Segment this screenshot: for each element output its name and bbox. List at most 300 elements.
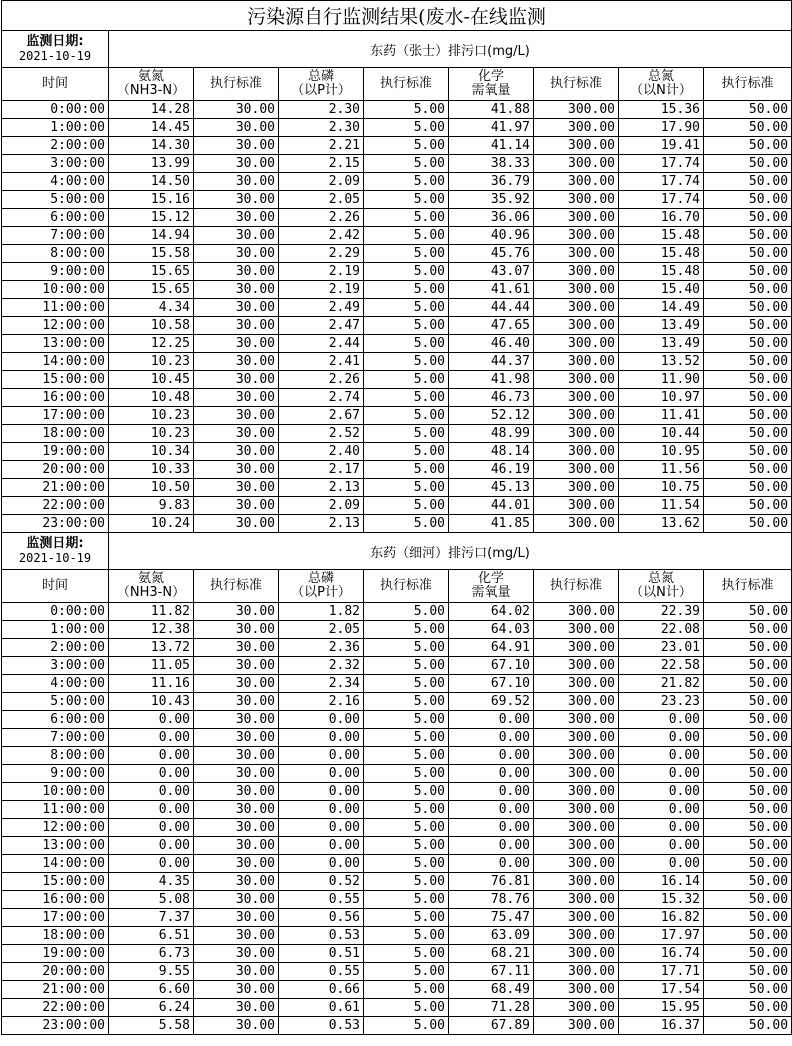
value-cell: 30.00 (194, 425, 279, 443)
value-cell: 13.52 (619, 353, 704, 371)
value-cell: 17.97 (619, 927, 704, 945)
value-cell: 5.00 (364, 245, 449, 263)
time-cell: 15:00:00 (2, 371, 109, 389)
value-cell: 300.00 (534, 603, 619, 621)
table-row (2, 729, 792, 747)
value-cell: 2.26 (279, 209, 364, 227)
value-cell: 300.00 (534, 353, 619, 371)
value-cell: 10.45 (109, 371, 194, 389)
value-cell: 19.41 (619, 137, 704, 155)
time-cell: 20:00:00 (2, 963, 109, 981)
value-cell: 0.00 (449, 837, 534, 855)
section-info-row (2, 533, 792, 570)
value-cell: 50.00 (704, 443, 792, 461)
value-cell: 2.47 (279, 317, 364, 335)
value-cell: 15.48 (619, 245, 704, 263)
value-cell: 11.90 (619, 371, 704, 389)
outlet-name: 东药（细河）排污口(mg/L) (109, 533, 792, 570)
table-row (2, 227, 792, 245)
value-cell: 5.00 (364, 891, 449, 909)
value-cell: 300.00 (534, 155, 619, 173)
time-cell: 6:00:00 (2, 711, 109, 729)
value-cell: 69.52 (449, 693, 534, 711)
time-cell: 4:00:00 (2, 675, 109, 693)
column-header-text: 执行标准 (209, 578, 262, 593)
value-cell: 5.00 (364, 461, 449, 479)
value-cell: 0.00 (619, 783, 704, 801)
value-cell: 15.16 (109, 191, 194, 209)
value-cell: 2.67 (279, 407, 364, 425)
value-cell: 2.15 (279, 155, 364, 173)
table-row (2, 371, 792, 389)
value-cell: 300.00 (534, 693, 619, 711)
value-cell: 14.28 (109, 101, 194, 119)
value-cell: 15.48 (619, 263, 704, 281)
value-cell: 30.00 (194, 461, 279, 479)
table-row (2, 963, 792, 981)
value-cell: 47.65 (449, 317, 534, 335)
value-cell: 5.00 (364, 281, 449, 299)
value-cell: 0.55 (279, 891, 364, 909)
value-cell: 50.00 (704, 425, 792, 443)
value-cell: 30.00 (194, 783, 279, 801)
value-cell: 0.00 (279, 711, 364, 729)
value-cell: 67.10 (449, 657, 534, 675)
value-cell: 0.00 (449, 729, 534, 747)
value-cell: 300.00 (534, 461, 619, 479)
value-cell: 5.00 (364, 963, 449, 981)
value-cell: 300.00 (534, 891, 619, 909)
value-cell: 2.52 (279, 425, 364, 443)
value-cell: 50.00 (704, 245, 792, 263)
table-row (2, 173, 792, 191)
value-cell: 30.00 (194, 209, 279, 227)
value-cell: 6.51 (109, 927, 194, 945)
table-row (2, 675, 792, 693)
table-row (2, 191, 792, 209)
time-cell: 17:00:00 (2, 407, 109, 425)
value-cell: 50.00 (704, 101, 792, 119)
table-row (2, 263, 792, 281)
value-cell: 50.00 (704, 747, 792, 765)
value-cell: 5.00 (364, 747, 449, 765)
value-cell: 11.54 (619, 497, 704, 515)
value-cell: 30.00 (194, 245, 279, 263)
value-cell: 5.00 (364, 909, 449, 927)
value-cell: 50.00 (704, 497, 792, 515)
value-cell: 50.00 (704, 801, 792, 819)
value-cell: 5.00 (364, 981, 449, 999)
time-cell: 21:00:00 (2, 981, 109, 999)
value-cell: 2.49 (279, 299, 364, 317)
value-cell: 5.00 (364, 389, 449, 407)
time-cell: 2:00:00 (2, 639, 109, 657)
column-header-text: 总磷 (307, 69, 334, 84)
value-cell: 0.00 (619, 855, 704, 873)
value-cell: 300.00 (534, 173, 619, 191)
value-cell: 300.00 (534, 1017, 619, 1035)
value-cell: 50.00 (704, 389, 792, 407)
value-cell: 30.00 (194, 353, 279, 371)
table-row (2, 639, 792, 657)
value-cell: 300.00 (534, 873, 619, 891)
time-cell: 12:00:00 (2, 819, 109, 837)
column-header (364, 68, 449, 101)
value-cell: 50.00 (704, 209, 792, 227)
value-cell: 300.00 (534, 783, 619, 801)
time-cell: 22:00:00 (2, 999, 109, 1017)
table-row (2, 999, 792, 1017)
value-cell: 2.09 (279, 173, 364, 191)
value-cell: 50.00 (704, 783, 792, 801)
value-cell: 17.54 (619, 981, 704, 999)
value-cell: 40.96 (449, 227, 534, 245)
value-cell: 300.00 (534, 927, 619, 945)
column-header (364, 570, 449, 603)
value-cell: 50.00 (704, 407, 792, 425)
value-cell: 10.95 (619, 443, 704, 461)
value-cell: 10.44 (619, 425, 704, 443)
table-row (2, 155, 792, 173)
value-cell: 5.00 (364, 693, 449, 711)
value-cell: 0.00 (109, 747, 194, 765)
value-cell: 30.00 (194, 945, 279, 963)
value-cell: 35.92 (449, 191, 534, 209)
value-cell: 300.00 (534, 317, 619, 335)
monitoring-table (1, 0, 792, 1035)
time-cell: 13:00:00 (2, 837, 109, 855)
value-cell: 30.00 (194, 639, 279, 657)
value-cell: 41.61 (449, 281, 534, 299)
value-cell: 0.00 (109, 837, 194, 855)
value-cell: 2.41 (279, 353, 364, 371)
table-row (2, 209, 792, 227)
value-cell: 30.00 (194, 389, 279, 407)
value-cell: 30.00 (194, 711, 279, 729)
value-cell: 71.28 (449, 999, 534, 1017)
value-cell: 300.00 (534, 443, 619, 461)
value-cell: 13.49 (619, 335, 704, 353)
value-cell: 5.00 (364, 639, 449, 657)
value-cell: 63.09 (449, 927, 534, 945)
value-cell: 10.23 (109, 353, 194, 371)
value-cell: 2.30 (279, 101, 364, 119)
value-cell: 300.00 (534, 515, 619, 533)
value-cell: 0.00 (619, 729, 704, 747)
value-cell: 12.38 (109, 621, 194, 639)
value-cell: 10.34 (109, 443, 194, 461)
value-cell: 300.00 (534, 101, 619, 119)
value-cell: 36.79 (449, 173, 534, 191)
value-cell: 50.00 (704, 191, 792, 209)
value-cell: 50.00 (704, 765, 792, 783)
value-cell: 10.23 (109, 425, 194, 443)
value-cell: 0.55 (279, 963, 364, 981)
value-cell: 5.58 (109, 1017, 194, 1035)
value-cell: 0.00 (449, 819, 534, 837)
column-header-text: 总氮 (647, 69, 674, 84)
table-row (2, 981, 792, 999)
value-cell: 50.00 (704, 119, 792, 137)
value-cell: 10.58 (109, 317, 194, 335)
table-row (2, 855, 792, 873)
value-cell: 43.07 (449, 263, 534, 281)
column-header (619, 68, 704, 101)
table-row (2, 353, 792, 371)
value-cell: 2.17 (279, 461, 364, 479)
value-cell: 5.00 (364, 137, 449, 155)
value-cell: 0.00 (619, 747, 704, 765)
time-cell: 15:00:00 (2, 873, 109, 891)
time-cell: 21:00:00 (2, 479, 109, 497)
column-header-text: 执行标准 (721, 76, 774, 91)
value-cell: 50.00 (704, 461, 792, 479)
table-row (2, 657, 792, 675)
value-cell: 16.14 (619, 873, 704, 891)
value-cell: 15.12 (109, 209, 194, 227)
time-cell: 0:00:00 (2, 603, 109, 621)
value-cell: 300.00 (534, 711, 619, 729)
value-cell: 2.26 (279, 371, 364, 389)
value-cell: 16.70 (619, 209, 704, 227)
value-cell: 5.00 (364, 927, 449, 945)
value-cell: 10.43 (109, 693, 194, 711)
value-cell: 5.00 (364, 945, 449, 963)
value-cell: 30.00 (194, 281, 279, 299)
value-cell: 0.00 (279, 801, 364, 819)
value-cell: 0.00 (279, 819, 364, 837)
value-cell: 50.00 (704, 335, 792, 353)
time-cell: 7:00:00 (2, 227, 109, 245)
table-row (2, 801, 792, 819)
value-cell: 300.00 (534, 497, 619, 515)
value-cell: 30.00 (194, 1017, 279, 1035)
value-cell: 0.00 (109, 711, 194, 729)
value-cell: 5.00 (364, 155, 449, 173)
time-cell: 23:00:00 (2, 1017, 109, 1035)
value-cell: 0.51 (279, 945, 364, 963)
value-cell: 5.00 (364, 1017, 449, 1035)
value-cell: 30.00 (194, 927, 279, 945)
column-header (449, 68, 534, 101)
column-header (194, 68, 279, 101)
value-cell: 300.00 (534, 963, 619, 981)
value-cell: 300.00 (534, 819, 619, 837)
value-cell: 76.81 (449, 873, 534, 891)
time-cell: 19:00:00 (2, 443, 109, 461)
value-cell: 5.00 (364, 855, 449, 873)
time-cell: 12:00:00 (2, 317, 109, 335)
value-cell: 15.48 (619, 227, 704, 245)
table-row (2, 317, 792, 335)
value-cell: 14.30 (109, 137, 194, 155)
column-header-text: 执行标准 (721, 578, 774, 593)
value-cell: 300.00 (534, 909, 619, 927)
value-cell: 30.00 (194, 101, 279, 119)
value-cell: 41.88 (449, 101, 534, 119)
value-cell: 17.74 (619, 173, 704, 191)
value-cell: 30.00 (194, 999, 279, 1017)
value-cell: 46.19 (449, 461, 534, 479)
value-cell: 36.06 (449, 209, 534, 227)
value-cell: 50.00 (704, 837, 792, 855)
value-cell: 5.00 (364, 657, 449, 675)
value-cell: 6.60 (109, 981, 194, 999)
value-cell: 2.36 (279, 639, 364, 657)
value-cell: 0.53 (279, 927, 364, 945)
value-cell: 5.00 (364, 101, 449, 119)
column-header-text: 化学 (477, 571, 504, 586)
value-cell: 50.00 (704, 137, 792, 155)
value-cell: 50.00 (704, 479, 792, 497)
value-cell: 2.13 (279, 479, 364, 497)
value-cell: 30.00 (194, 497, 279, 515)
value-cell: 300.00 (534, 945, 619, 963)
value-cell: 12.25 (109, 335, 194, 353)
time-cell: 3:00:00 (2, 657, 109, 675)
time-cell: 23:00:00 (2, 515, 109, 533)
value-cell: 68.49 (449, 981, 534, 999)
value-cell: 2.34 (279, 675, 364, 693)
outlet-name: 东药（张士）排污口(mg/L) (109, 31, 792, 68)
value-cell: 300.00 (534, 335, 619, 353)
value-cell: 13.62 (619, 515, 704, 533)
value-cell: 5.00 (364, 603, 449, 621)
value-cell: 30.00 (194, 819, 279, 837)
value-cell: 15.58 (109, 245, 194, 263)
value-cell: 30.00 (194, 299, 279, 317)
value-cell: 30.00 (194, 371, 279, 389)
value-cell: 14.94 (109, 227, 194, 245)
value-cell: 300.00 (534, 621, 619, 639)
value-cell: 50.00 (704, 999, 792, 1017)
value-cell: 2.16 (279, 693, 364, 711)
value-cell: 67.89 (449, 1017, 534, 1035)
value-cell: 50.00 (704, 603, 792, 621)
value-cell: 300.00 (534, 729, 619, 747)
column-header-row (2, 570, 792, 603)
value-cell: 2.40 (279, 443, 364, 461)
value-cell: 2.32 (279, 657, 364, 675)
value-cell: 16.82 (619, 909, 704, 927)
value-cell: 46.40 (449, 335, 534, 353)
value-cell: 30.00 (194, 137, 279, 155)
column-header (2, 68, 109, 101)
value-cell: 300.00 (534, 657, 619, 675)
value-cell: 17.90 (619, 119, 704, 137)
value-cell: 300.00 (534, 407, 619, 425)
value-cell: 0.00 (619, 837, 704, 855)
value-cell: 10.97 (619, 389, 704, 407)
value-cell: 2.30 (279, 119, 364, 137)
value-cell: 11.56 (619, 461, 704, 479)
value-cell: 68.21 (449, 945, 534, 963)
value-cell: 9.55 (109, 963, 194, 981)
monitoring-date-value: 2021-10-19 (18, 49, 92, 63)
value-cell: 23.23 (619, 693, 704, 711)
value-cell: 0.00 (109, 765, 194, 783)
value-cell: 5.00 (364, 621, 449, 639)
value-cell: 5.00 (364, 209, 449, 227)
column-header (279, 570, 364, 603)
value-cell: 0.00 (279, 837, 364, 855)
value-cell: 0.00 (279, 783, 364, 801)
value-cell: 50.00 (704, 353, 792, 371)
time-cell: 13:00:00 (2, 335, 109, 353)
table-row (2, 837, 792, 855)
table-body (2, 1, 792, 1035)
value-cell: 30.00 (194, 855, 279, 873)
value-cell: 48.99 (449, 425, 534, 443)
value-cell: 30.00 (194, 263, 279, 281)
value-cell: 2.44 (279, 335, 364, 353)
value-cell: 30.00 (194, 603, 279, 621)
table-row (2, 711, 792, 729)
title-row (2, 1, 792, 31)
value-cell: 41.85 (449, 515, 534, 533)
column-header-text: （以P计） (291, 83, 351, 98)
value-cell: 50.00 (704, 371, 792, 389)
value-cell: 0.00 (279, 765, 364, 783)
value-cell: 30.00 (194, 963, 279, 981)
table-row (2, 765, 792, 783)
value-cell: 50.00 (704, 621, 792, 639)
value-cell: 0.00 (109, 819, 194, 837)
column-header-text: （NH3-N） (116, 585, 186, 600)
time-cell: 7:00:00 (2, 729, 109, 747)
value-cell: 30.00 (194, 191, 279, 209)
value-cell: 5.00 (364, 227, 449, 245)
value-cell: 41.97 (449, 119, 534, 137)
value-cell: 50.00 (704, 963, 792, 981)
value-cell: 14.50 (109, 173, 194, 191)
time-cell: 5:00:00 (2, 693, 109, 711)
value-cell: 0.00 (279, 855, 364, 873)
value-cell: 5.00 (364, 819, 449, 837)
value-cell: 5.00 (364, 371, 449, 389)
value-cell: 0.00 (109, 855, 194, 873)
value-cell: 30.00 (194, 119, 279, 137)
value-cell: 5.00 (364, 999, 449, 1017)
value-cell: 30.00 (194, 515, 279, 533)
value-cell: 41.14 (449, 137, 534, 155)
value-cell: 30.00 (194, 801, 279, 819)
value-cell: 10.50 (109, 479, 194, 497)
value-cell: 0.52 (279, 873, 364, 891)
value-cell: 0.00 (449, 711, 534, 729)
table-row (2, 515, 792, 533)
value-cell: 50.00 (704, 729, 792, 747)
column-header-text: （以P计） (291, 585, 351, 600)
value-cell: 0.66 (279, 981, 364, 999)
value-cell: 300.00 (534, 389, 619, 407)
column-header-text: 执行标准 (379, 578, 432, 593)
value-cell: 5.00 (364, 443, 449, 461)
value-cell: 11.05 (109, 657, 194, 675)
value-cell: 30.00 (194, 407, 279, 425)
column-header-text: （以N计） (630, 83, 692, 98)
time-cell: 11:00:00 (2, 299, 109, 317)
value-cell: 300.00 (534, 191, 619, 209)
value-cell: 30.00 (194, 765, 279, 783)
table-row (2, 299, 792, 317)
value-cell: 17.74 (619, 191, 704, 209)
value-cell: 30.00 (194, 155, 279, 173)
column-header-text: 氨氮 (137, 69, 164, 84)
monitoring-date-cell (2, 533, 109, 570)
value-cell: 0.61 (279, 999, 364, 1017)
value-cell: 30.00 (194, 747, 279, 765)
